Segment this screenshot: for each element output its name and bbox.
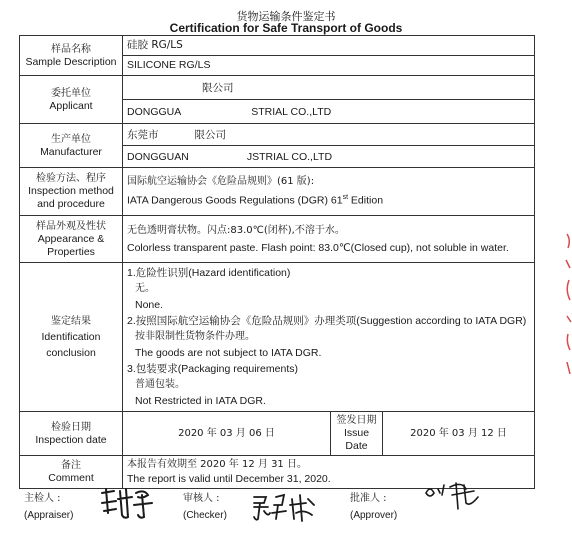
document-title-en: Certification for Safe Transport of Goods — [169, 21, 403, 35]
comment-label-cn: 备注 — [61, 460, 81, 471]
appearance-label-en-1: Appearance & — [37, 232, 105, 245]
applicant-label — [20, 76, 123, 124]
method-value-cn: 国际航空运输协会《危险品规则》(61 版): — [127, 176, 315, 188]
appearance-value-cn: 无色透明膏状物。闪点:83.0℃(闭杯),不溶于水。 — [127, 224, 345, 236]
comment-label-en: Comment — [48, 472, 94, 484]
sample-label-cn: 样品名称 — [51, 43, 91, 55]
inspection-date-label-cn: 检验日期 — [51, 421, 91, 433]
inspection-date-text: 2020 年 03 月 06 日 — [178, 428, 275, 439]
conclusion-value — [123, 263, 535, 412]
appearance-value-en: Colorless transparent paste. Flash point: 83.0℃(Closed cup), not soluble in water. — [127, 241, 509, 254]
conclusion-line: None. — [135, 299, 164, 311]
applicant-value-cn — [123, 76, 535, 100]
dates-row — [20, 412, 535, 456]
sample-row-cn — [20, 36, 535, 56]
checker-label-cn: 审核人 : — [183, 493, 220, 504]
manufacturer-value-en-b: JSTRIAL CO.,LTD — [246, 150, 333, 163]
method-value-en-pre: IATA Dangerous Goods Regulations (DGR) 61 — [127, 194, 343, 207]
sample-value-en: SILICONE RG/LS — [123, 56, 535, 76]
manufacturer-label — [20, 124, 123, 168]
checker-signature — [250, 491, 320, 523]
approver-label-en: (Approver) — [350, 510, 398, 521]
conclusion-line: 3.包装要求(Packaging requirements) — [127, 363, 298, 375]
conclusion-line: 无。 — [135, 283, 155, 294]
applicant-value-cn-suffix: 限公司 — [202, 81, 234, 94]
issue-date-label — [331, 412, 383, 456]
manufacturer-label-cn: 生产单位 — [51, 133, 91, 145]
method-label — [20, 168, 123, 216]
applicant-value-en-b: STRIAL CO.,LTD — [251, 105, 332, 118]
conclusion-line: 2.按照国际航空运输协会《危险品规则》办理类项(Suggestion according to IATA DGR) — [127, 315, 527, 327]
manufacturer-value-cn-a: 东莞市 — [127, 128, 159, 141]
manufacturer-value-cn-b: 限公司 — [194, 128, 226, 141]
conclusion-label-en-2: conclusion — [46, 346, 96, 359]
appraiser-label-cn: 主检人 : — [24, 493, 61, 504]
appraiser-label-en: (Appraiser) — [24, 510, 74, 521]
certification-table — [19, 35, 535, 489]
appearance-label-cn: 样品外观及性状 — [36, 220, 106, 232]
conclusion-label-en-1: Identification — [41, 330, 101, 343]
redaction-block — [181, 105, 251, 115]
method-row — [20, 168, 535, 216]
issue-date-value — [383, 412, 535, 456]
red-stamp-edge — [564, 230, 572, 380]
applicant-value-en — [123, 100, 535, 124]
sample-label — [20, 36, 123, 76]
appraiser-signature — [98, 485, 158, 521]
manufacturer-row-cn — [20, 124, 535, 146]
manufacturer-value-cn — [123, 124, 535, 146]
method-label-en-1: Inspection method — [28, 185, 114, 197]
method-label-en-2: and procedure — [37, 198, 105, 210]
conclusion-line: The goods are not subject to IATA DGR. — [135, 347, 322, 359]
conclusion-line: 按非限制性货物条件办理。 — [135, 331, 255, 342]
checker-block — [183, 489, 227, 521]
conclusion-lines — [127, 265, 530, 409]
inspection-date-label — [20, 412, 123, 456]
approver-block — [350, 489, 397, 521]
manufacturer-value-en — [123, 146, 535, 168]
method-value-en — [127, 191, 530, 208]
applicant-value-en-a: DONGGUA — [127, 105, 182, 118]
applicant-label-en: Applicant — [49, 99, 93, 112]
issue-date-label-en: Issue Date — [343, 427, 370, 452]
comment-value-cn: 本报告有效期至 2020 年 12 月 31 日。 — [127, 459, 307, 470]
conclusion-line: 1.危险性识别(Hazard identification) — [127, 267, 291, 279]
redaction-block — [159, 128, 195, 138]
appraiser-block — [24, 489, 73, 521]
redaction-block — [127, 81, 202, 91]
document-title-cn: 货物运输条件鉴定书 — [236, 10, 336, 23]
applicant-label-cn: 委托单位 — [51, 87, 91, 99]
sample-label-en: Sample Description — [25, 55, 117, 68]
issue-date-label-cn: 签发日期 — [336, 415, 377, 426]
comment-label — [20, 456, 123, 489]
conclusion-label-cn: 鉴定结果 — [51, 315, 91, 327]
appearance-label-en-2: Properties — [47, 245, 95, 258]
approver-signature — [422, 479, 484, 513]
comment-value-en: The report is valid until December 31, 2020. — [127, 473, 331, 485]
checker-label-en: (Checker) — [183, 510, 227, 521]
appearance-value — [123, 216, 535, 263]
method-value-en-post: Edition — [348, 194, 384, 207]
applicant-row-cn — [20, 76, 535, 100]
method-value-en-sup: st — [342, 194, 349, 202]
appearance-row — [20, 216, 535, 263]
inspection-date-label-en: Inspection date — [35, 433, 107, 446]
inspection-date-value — [123, 412, 331, 456]
conclusion-line: 普通包装。 — [135, 379, 185, 390]
method-label-cn: 检验方法、程序 — [36, 173, 106, 184]
conclusion-row — [20, 263, 535, 412]
manufacturer-value-en-a: DONGGUAN — [127, 150, 189, 163]
appearance-label — [20, 216, 123, 263]
manufacturer-label-en: Manufacturer — [40, 145, 102, 158]
redaction-block — [189, 150, 247, 160]
issue-date-text: 2020 年 03 月 12 日 — [410, 428, 507, 439]
approver-label-cn: 批准人 : — [350, 493, 387, 504]
conclusion-label — [20, 263, 123, 412]
sample-value-cn: 硅胶 RG/LS — [123, 36, 535, 56]
method-value — [123, 168, 535, 216]
conclusion-line: Not Restricted in IATA DGR. — [135, 395, 266, 407]
